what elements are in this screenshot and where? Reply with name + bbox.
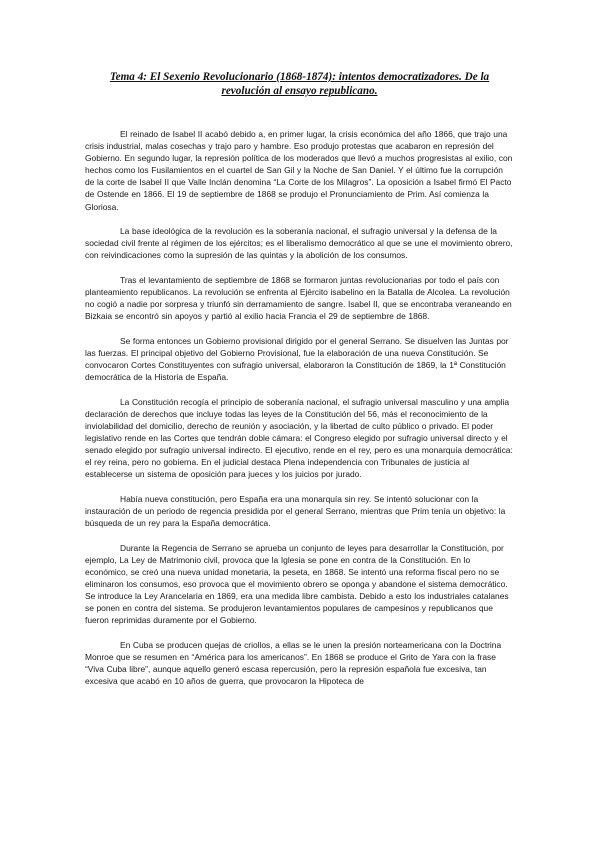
paragraph-2: La base ideológica de la revolución es la soberanía nacional, el sufragio universal y la defensa de la sociedad civil frente al régimen de los ejércitos; es el liberalismo democrático al que se une el movimiento obrero, con reivindicaciones como la supresión de las quintas y la abolición de los consumos. [85, 226, 513, 261]
document-title: Tema 4: El Sexenio Revolucionario (1868-1874): intentos democratizadores. De la revolución al ensayo republicano. [109, 71, 490, 97]
paragraph-5: La Constitución recogía el principio de soberanía nacional, el sufragio universal masculino y una amplia declaración de derechos que incluye todas las leyes de la Constitución del 56, más el reconocimiento de la inviolabilidad del domicilio, derecho de reunión y asociación, y la libertad de culto público o privado. El poder legislativo rende en las Cortes que tendrán doble cámara: el Congreso elegido por sufragio universal directo y el senado elegido por sufragio universal indirecto. El ejecutivo, rende en el rey, pero es una monarquía democrática: el rey reina, pero no gobierna. En el judicial destaca Plena independencia con Tribunales de justicia al establecerse un sistema de oposición para jueces y los juicios por jurado. [85, 396, 513, 480]
paragraph-6: Había nueva constitución, pero España era una monarquía sin rey. Se intentó solucionar con la instauración de un periodo de regencia presidida por el general Serrano, mientras que Prim tenía un objetivo: la búsqueda de un rey para la España democrática. [85, 493, 506, 529]
paragraph-7: Durante la Regencia de Serrano se aprueba un conjunto de leyes para desarrollar la Constitución, por ejemplo, La Ley de Matrimonio civil, provoca que la Iglesia se pone en contra de la Constitución. En lo económico, se creó una nueva unidad monetaria, la peseta, en 1868. Se intentó una reforma fiscal pero no se eliminaron los consumos, eso provoca que el movimiento obrero se oponga y abandone el sistema democrático. Se introduce la Ley Arancelaria en 1869, era una medida libre cambista. Debido a esto los industriales catalanes se ponen en contra del sistema. Se produjeron levantamientos populares de campesinos y republicanos que fueron reprimidas duramente por el Gobierno. [85, 542, 509, 626]
paragraph-1: El reinado de Isabel II acabó debido a, en primer lugar, la crisis económica del año 1866, que trajo una crisis industrial, malas cosechas y trajo paro y hambre. Eso produjo protestas que acabaron en represión del Gobierno. En segundo lugar, la represión política de los moderados que llevó a muchos progresistas al exilio, con hechos como los Fusilamientos en el cuartel de San Gil y la Noche de San Daniel. Y el último fue la corrupción de la corte de Isabel II que Valle Inclán denomina “La Corte de los Milagros”. La oposición a Isabel firmó El Pacto de Ostende en 1866. El 19 de septiembre de 1868 se produjo el Pronunciamiento de Prim. Así comienza la Gloriosa. [85, 129, 513, 212]
paragraph-4: Se forma entonces un Gobierno provisional dirigido por el general Serrano. Se disuelven las Juntas por las fuerzas. El principal objetivo del Gobierno Provisional, fue la elaboración de una nueva Constitución. Se convocaron Cortes Constituyentes con sufragio universal, elaboraron la Constitución de 1869, la 1ª Constitución democrática de la Historia de España. [85, 335, 509, 383]
paragraph-3: Tras el levantamiento de septiembre de 1868 se formaron juntas revolucionarias por todo el país con planteamiento republicanos. La revolución se enfrenta al Ejército isabelino en la Batalla de Alcolea. La revolución no cogió a nadie por sorpresa y triunfó sin derramamiento de sangre. Isabel II, que se encontraba veraneando en Bizkaia se encontró sin apoyos y partió al exilio hacia Francia el 29 de septiembre de 1868. [85, 274, 512, 322]
paragraph-8: En Cuba se producen quejas de criollos, a ellas se le unen la presión norteamericana con la Doctrina Monroe que se resumen en “América para los americanos”. En 1868 se produce el Grito de Yara con la frase “Viva Cuba libre”, aunque aquello generó escasa repercusión, pero la represión española fue excesiva, tan excesiva que acabó en 10 años de guerra, que provocaron la Hipoteca de [85, 639, 502, 687]
